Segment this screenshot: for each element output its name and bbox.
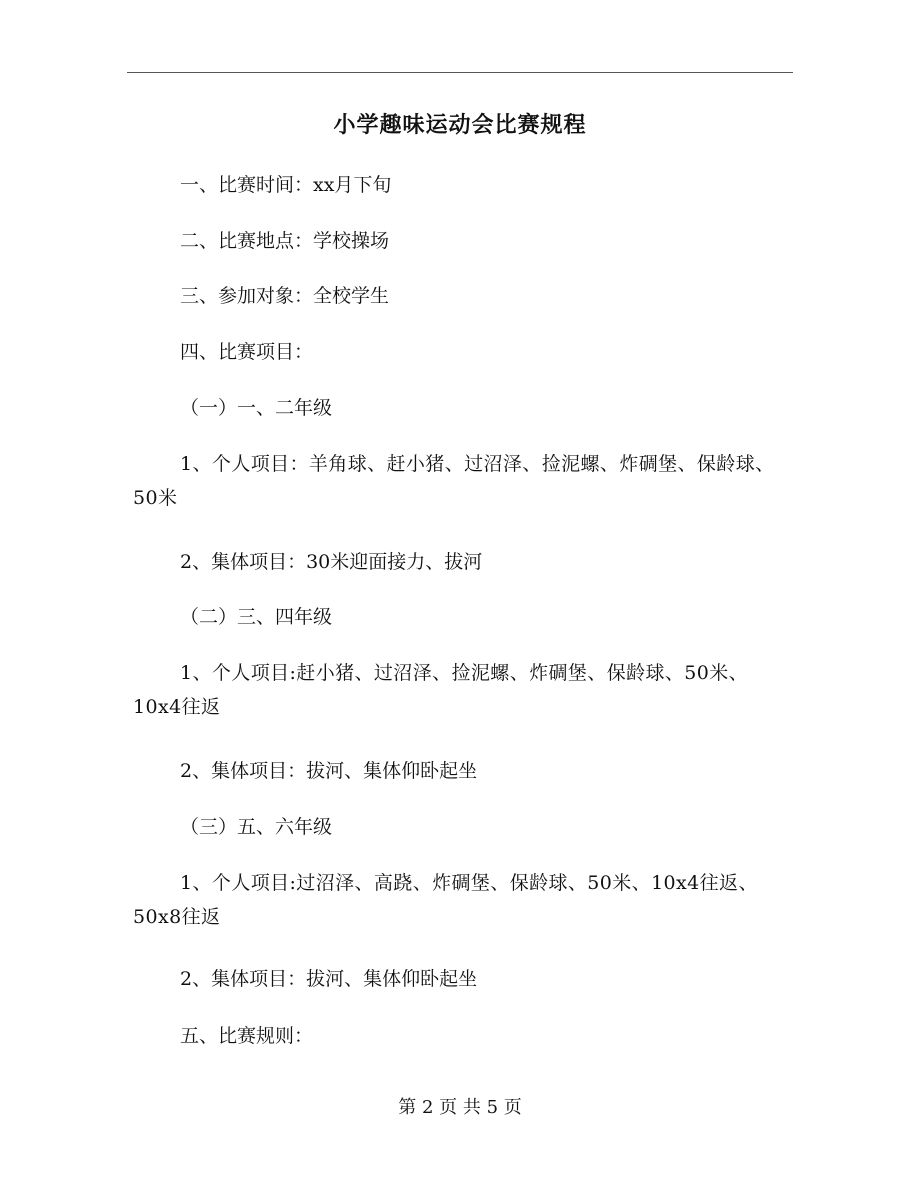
grade-3-4-individual-events: 1、个人项目:赶小猪、过沼泽、捡泥螺、炸碉堡、保龄球、50米、10x4往返	[133, 662, 749, 718]
grade-3-4-team-events: 2、集体项目：拔河、集体仰卧起坐	[180, 760, 478, 782]
page-number-footer: 第 2 页 共 5 页	[398, 1097, 522, 1118]
grade-5-6-individual-events: 1、个人项目:过沼泽、高跷、炸碉堡、保龄球、50米、10x4往返、50x8往返	[133, 872, 758, 928]
document-title: 小学趣味运动会比赛规程	[333, 112, 587, 138]
section-participants: 三、参加对象：全校学生	[180, 285, 390, 307]
section-time: 一、比赛时间：xx月下旬	[180, 174, 392, 196]
grade-group-3-4: （二）三、四年级	[180, 606, 333, 628]
grade-1-2-individual-events: 1、个人项目：羊角球、赶小猪、过沼泽、捡泥螺、炸碉堡、保龄球、50米	[133, 453, 775, 509]
grade-5-6-team-events: 2、集体项目：拔河、集体仰卧起坐	[180, 968, 478, 990]
section-rules-heading: 五、比赛规则：	[180, 1025, 314, 1047]
header-rule	[127, 72, 793, 73]
grade-group-1-2: （一）一、二年级	[180, 397, 333, 419]
section-location: 二、比赛地点：学校操场	[180, 230, 390, 252]
grade-group-5-6: （三）五、六年级	[180, 816, 333, 838]
grade-1-2-team-events: 2、集体项目：30米迎面接力、拔河	[180, 551, 483, 573]
section-events-heading: 四、比赛项目：	[180, 341, 314, 363]
